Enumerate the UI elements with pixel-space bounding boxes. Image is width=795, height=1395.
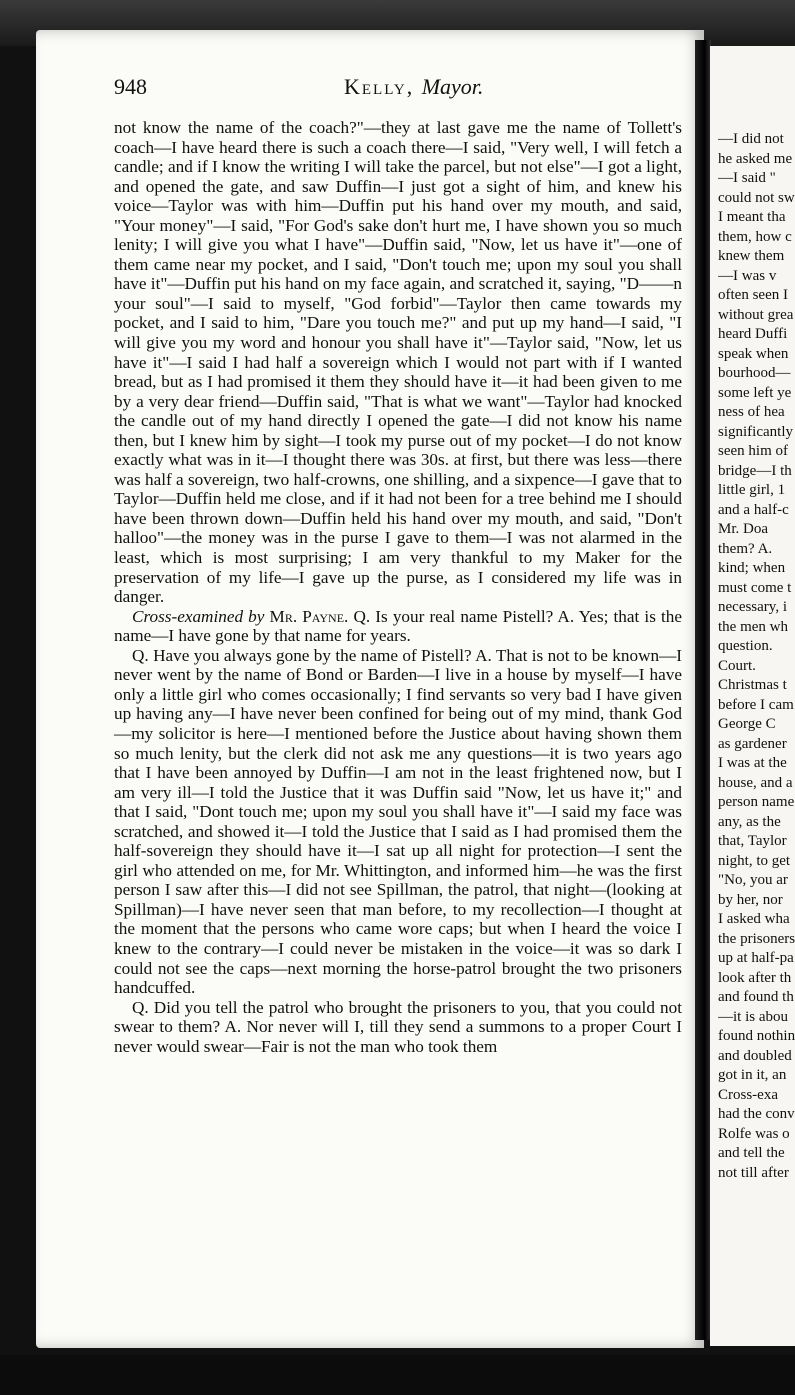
right-page-line: night, to get [718,852,791,869]
page-number: 948 [114,74,147,99]
right-page-line: I asked wha [718,911,790,927]
right-page-line: Mr. Doa [718,521,768,537]
right-page-line: house, and a [718,774,793,791]
right-page-line: by her, nor [718,891,783,908]
right-page-line: up at half-pa [718,950,794,966]
right-page-line: —I did not [718,131,784,147]
right-page-line: often seen I [718,287,788,303]
right-page-line: —I was v [718,267,777,284]
right-page-line: and a half-c [718,501,789,518]
right-page-line: the prisoners [718,930,795,947]
main-text [114,118,682,1056]
right-page-line: significantly [718,423,793,440]
right-page-line: had the conv [718,1106,795,1122]
right-page-line: some left ye [718,384,792,401]
right-page-line: speak when [718,345,789,362]
counsel-name: Mr. Payne. [269,606,349,626]
right-page-line: seen him of [718,443,788,459]
right-page-line: person name [718,794,795,810]
right-page-line: little girl, 1 [718,482,786,498]
paragraph-cross-examination [114,607,682,646]
paragraph-3: Q. Have you always gone by the name of Pistell? A. That is not to be known—I never went by the name of Bond or Barden—I live in a house by myself—I have only a little girl who comes occasionally; I find servants so very bad I have given up having any—I have never been confined for being out of my mind, thank God—my solicitor is here—I mentioned before the Justice about having shown them so much lenity, but the clerk did not ask me any questions—it is two years ago that I have been annoyed by Duffin—I am not in the least frightened now, but I am very ill—I told the Justice that it was Duffin said "Now, let us have it;" and that I said, "Dont touch me; upon my soul you shall have it"—I said my face was scratched, and showed it—I told the Justice that I said as I had promised them the half-sovereign they should have it—I sat up all night for protection—I sent the girl who attended on me, for Mr. Whittington, and informed him—he was the first person I saw after this—I did not see Spillman, the patrol, that night—(looking at Spillman)—I have never seen that man before, to my recollection—I thought at the moment that the persons who came wore caps; but when I heard the voice I knew to the contrary—I could never be mistaken in the voice—it was so dark I could not see the caps—next morning the horse-patrol brought the two prisoners handcuffed. [114,645,682,998]
right-page-line: kind; when [718,560,786,576]
right-page-line: that, Taylor [718,833,787,849]
paragraph-4: Q. Did you tell the patrol who brought the prisoners to you, that you could not swear to them? A. Nor never will I, till they send a summons to a proper Court I never would swear—Fair is not the man who took them [114,997,682,1056]
right-page-line: question. [718,638,773,654]
right-page-line: look after th [718,969,792,986]
right-page-line: could not sw [718,189,795,206]
right-page-line: "No, you ar [718,872,788,888]
right-page-line: got in it, an [718,1067,787,1083]
right-page-line: Court. [718,657,756,674]
right-page-line: any, as the [718,813,781,830]
right-page-line: and found th [718,989,794,1005]
right-page-line: necessary, i [718,599,787,615]
right-page-line: Rolfe was o [718,1125,790,1142]
page-header [114,70,674,110]
paragraph-1: not know the name of the coach?"—they at last gave me the name of Tollett's coach—I have heard there is such a coach there—I said, "Very well, I will fetch a candle; and if I know the writing I will take the parcel, but not else"—I got a light, and opened the gate, and saw Duffin—I just got a sight of him, and knew his voice—Taylor was with him—Duffin put his hand over my mouth, and said, "Your money"—I said, "For God's sake don't hurt me, I have shown you so much lenity; I will give you what I have"—Duffin said, "Now, let us have it"—one of them came near my pocket, and I said, "Don't touch me; upon my soul you shall have it"—Duffin put his hand on my face again, and scratched it, saying, "D——n your soul"—I said to myself, "God forbid"—Taylor then came towards my pocket, and I said to him, "Dare you touch me?" and put up my hand—I said, "I will give you my word and honour you shall have it"—Taylor said, "Now, let us have it"—I said I had half a sovereign which I would not part with if I wanted bread, but as I had promised it them they should have it—it had been given to me by a very dear friend—Duffin said, "That is what we want"—Taylor had knocked the candle out of my hand directly I opened the gate—I did not know his name then, but I knew him by sight—I took my purse out of my pocket—I do not know exactly what was in it—I thought there was 30s. at first, but there was less—there was half a sovereign, two half-crowns, one shilling, and a sixpence—I gave that to Taylor—Duffin held me close, and if it had not been for a tree behind me I should have been thrown down—Duffin held his hand over my mouth, and said, "Don't halloo"—the money was in the purse I gave to them—I was not alarmed in the least, which is most surprising; I am very thankful to my Maker for the preservation of my life—I gave up the purse, as I considered my life was in danger. [114,118,682,607]
scan-bottom-border [0,1355,795,1395]
right-page-line: and tell the [718,1145,785,1161]
right-page-line: he asked me [718,150,793,167]
right-page [710,46,795,1346]
right-page-line: not till after [718,1164,789,1181]
right-page-line: them? A. [718,540,773,557]
right-page-text [718,130,795,1183]
right-page-line: ness of hea [718,404,785,420]
running-title-office: Mayor. [421,74,484,99]
right-page-line: the men wh [718,618,788,635]
right-page-line: heard Duffi [718,326,788,342]
right-page-line: and doubled [718,1047,792,1064]
running-title-name: Kelly, [344,74,415,99]
right-page-line: found nothin [718,1028,795,1044]
right-page-line: them, how c [718,228,792,245]
cross-examination-text: Q. Is your real name Pistell? A. Yes; that is the name—I have gone by that name for years. [114,606,682,646]
right-page-line: —I said " [718,170,776,186]
right-page-line: before I cam [718,696,794,713]
right-page-line: bridge—I th [718,462,792,479]
book-gutter [695,40,711,1340]
right-page-line: —it is abou [718,1008,788,1025]
right-page-line: I was at the [718,755,787,771]
right-page-line: knew them [718,248,785,264]
right-page-line: I meant tha [718,209,786,225]
right-page-line: George C [718,716,776,732]
running-title [344,74,483,100]
cross-examined-label: Cross-examined by [132,606,265,626]
right-page-line: must come t [718,579,792,596]
right-page-line: without grea [718,306,794,323]
right-page-line: as gardener [718,735,787,752]
right-page-line: bourhood— [718,365,791,381]
right-page-line: Cross-exa [718,1086,778,1103]
right-page-line: Christmas t [718,677,787,693]
